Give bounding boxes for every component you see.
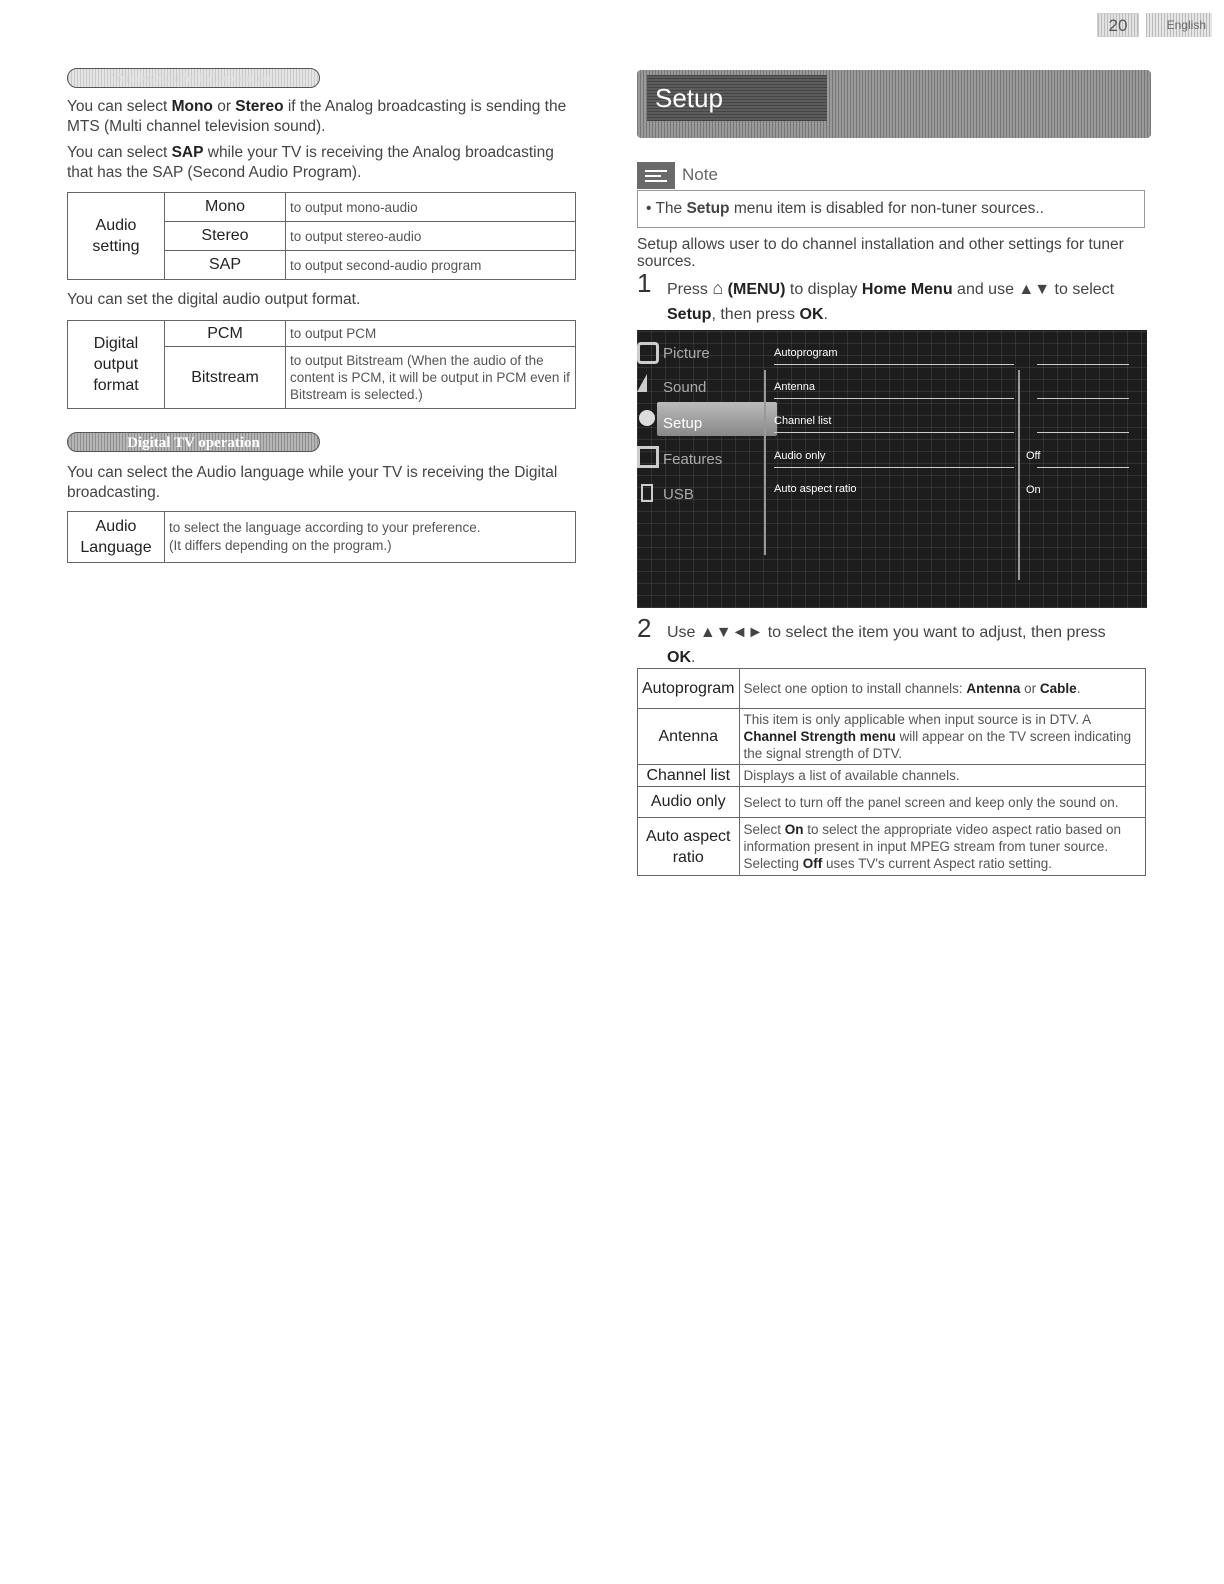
page-number: 20: [1097, 13, 1139, 37]
setup-banner: [637, 70, 1151, 138]
setup-intro: Setup allows user to do channel installation and other settings for tuner sources.: [637, 236, 1124, 270]
picture-icon: [637, 342, 659, 364]
analog-section-pill: Analog/Cable TV operation: [67, 68, 320, 88]
table-cell-name: Autoprogram: [638, 669, 740, 709]
tv-menu-item: Features: [663, 451, 723, 468]
home-icon: ⌂: [712, 278, 724, 298]
para-audio-language: You can select the Audio language while your TV is receiving the Digital broadcasting.: [67, 464, 558, 501]
table-cell-name: Stereo: [165, 222, 286, 251]
tv-option: Antenna: [774, 381, 815, 393]
tv-option: Autoprogram: [774, 347, 838, 359]
step-number: 2: [637, 613, 652, 643]
sound-icon: [637, 374, 647, 392]
note-title: Note: [682, 165, 718, 184]
digital-output-table: [67, 320, 576, 409]
table-cell-name: SAP: [165, 251, 286, 280]
tv-menu-item: Sound: [663, 379, 707, 396]
table-cell-name: Auto aspect ratio: [638, 818, 740, 876]
tv-menu-item: USB: [663, 486, 694, 503]
tv-divider: [1018, 370, 1020, 580]
table-cell-name: PCM: [165, 321, 286, 347]
table-cell-desc: Select On to select the appropriate video aspect ratio based on information present in input MPEG stream from tuner source. Selecting Off uses TV's current Aspect ratio setting.: [739, 818, 1146, 876]
tv-divider: [764, 370, 766, 555]
audio-setting-table: [67, 192, 576, 280]
table-cell-desc: to output mono-audio: [286, 193, 576, 222]
step-number: 1: [637, 268, 652, 298]
table-cell-desc: This item is only applicable when input source is in DTV. A Channel Strength menu will appear on the TV screen indicating the signal strength of DTV.: [739, 709, 1146, 765]
para-mono-stereo: You can select Mono or Stereo if the Analog broadcasting is sending the MTS (Multi channel television sound).: [67, 98, 567, 135]
para-sap: You can select SAP while your TV is receiving the Analog broadcasting that has the SAP (Second Audio Program).: [67, 144, 554, 181]
gear-icon: [639, 410, 655, 426]
note-icon: [637, 162, 675, 189]
table-cell-desc: to output PCM: [286, 321, 576, 347]
table-cell-desc: Displays a list of available channels.: [739, 765, 1146, 787]
tv-option: Channel list: [774, 415, 832, 427]
table-cell-name: Mono: [165, 193, 286, 222]
table-cell-desc: to output stereo-audio: [286, 222, 576, 251]
table-cell-name: Audio only: [638, 787, 740, 818]
table-cell-desc: to select the language according to your preference. (It differs depending on the program.): [165, 512, 576, 563]
digital-section-pill: Digital TV operation: [67, 432, 320, 452]
digital-output-label: Digital output format: [68, 321, 165, 409]
table-cell-name: Antenna: [638, 709, 740, 765]
table-cell-desc: to output Bitstream (When the audio of the content is PCM, it will be output in PCM even if Bitstream is selected.): [286, 347, 576, 409]
table-cell-desc: to output second-audio program: [286, 251, 576, 280]
tv-value-auto-aspect: On: [1026, 484, 1041, 496]
tv-menu-item: Picture: [663, 345, 710, 362]
table-cell-desc: Select one option to install channels: Antenna or Cable.: [739, 669, 1146, 709]
para-digital-output: You can set the digital audio output format.: [67, 291, 361, 308]
audio-language-table: [67, 511, 576, 563]
tv-option: Audio only: [774, 450, 826, 462]
usb-icon: [641, 484, 653, 502]
tv-menu-screenshot: [637, 330, 1147, 608]
table-cell-desc: Select to turn off the panel screen and keep only the sound on.: [739, 787, 1146, 818]
setup-banner-title: Setup: [647, 75, 827, 121]
step2-text: Use ▲▼◄► to select the item you want to adjust, then press OK.: [667, 624, 1106, 666]
setup-items-table: [637, 668, 1146, 876]
tv-value-audio-only: Off: [1026, 450, 1041, 462]
page-language: English: [1146, 13, 1212, 37]
tv-menu-item-selected: Setup: [663, 415, 703, 432]
note-box: • The Setup menu item is disabled for non-tuner sources..: [637, 190, 1145, 228]
table-cell-name: Channel list: [638, 765, 740, 787]
features-icon: [637, 446, 659, 468]
step1-text: Press ⌂ (MENU) to display Home Menu and use ▲▼ to select Setup, then press OK.: [667, 278, 1115, 323]
table-cell-name: Bitstream: [165, 347, 286, 409]
tv-option: Auto aspect ratio: [774, 483, 857, 495]
audio-language-label: Audio Language: [68, 512, 165, 563]
audio-setting-label: Audio setting: [68, 193, 165, 280]
